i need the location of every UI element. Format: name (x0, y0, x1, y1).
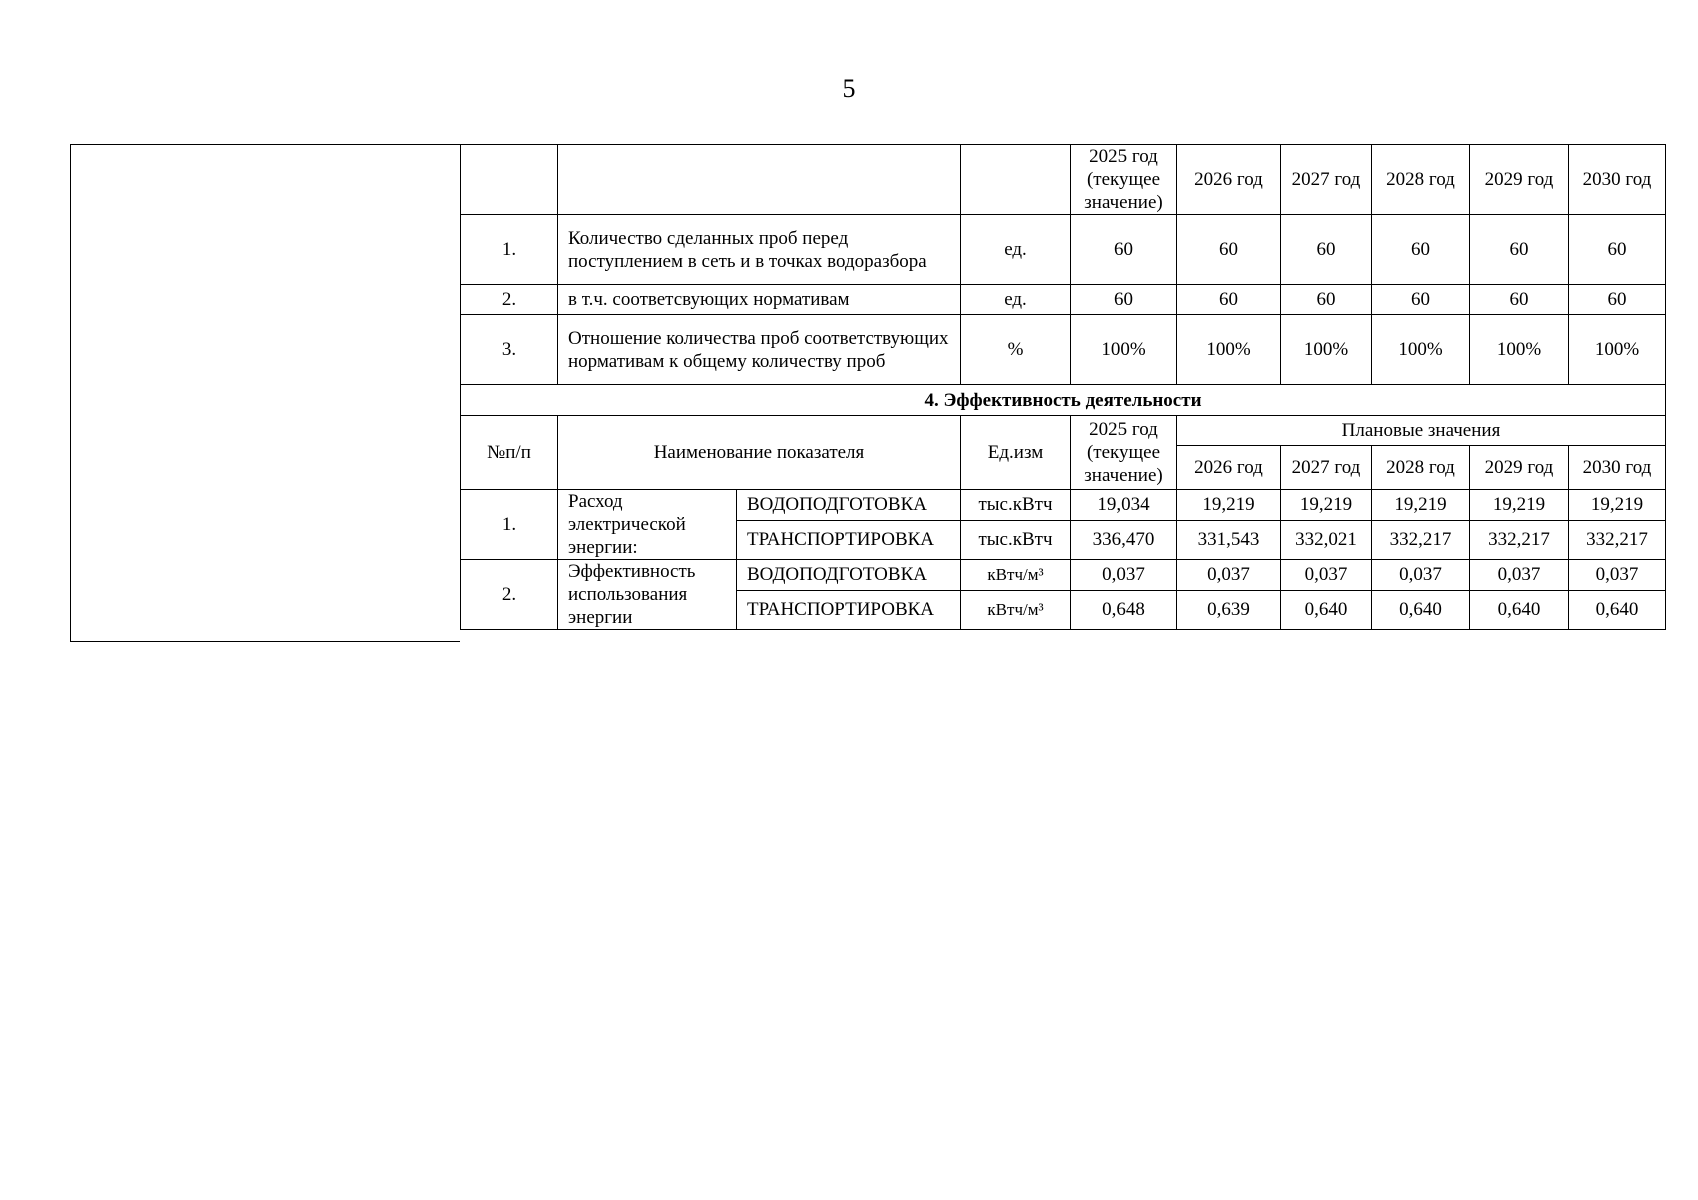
row-unit: кВтч/м³ (961, 590, 1071, 629)
header-2030: 2030 год (1569, 145, 1666, 215)
page-number: 5 (842, 74, 856, 103)
row-unit: кВтч/м³ (961, 560, 1071, 591)
value-cell: 60 (1071, 285, 1177, 315)
row-number: 2. (461, 285, 558, 315)
value-cell: 60 (1177, 215, 1281, 285)
row-name: Количество сделанных проб перед поступлением в сеть и в точках водоразбора (558, 215, 961, 285)
value-cell: 332,021 (1281, 520, 1372, 559)
table-row (461, 490, 1666, 521)
row-name: Эффективность использования энергии (558, 560, 737, 630)
row-number: 2. (461, 560, 558, 630)
row-unit: тыс.кВтч (961, 490, 1071, 521)
value-cell: 60 (1281, 215, 1372, 285)
header-planned-values: Плановые значения (1177, 416, 1666, 446)
value-cell: 0,037 (1470, 560, 1569, 591)
value-cell: 100% (1569, 315, 1666, 385)
value-cell: 100% (1470, 315, 1569, 385)
value-cell: 331,543 (1177, 520, 1281, 559)
header-2027: 2027 год (1281, 446, 1372, 490)
header-num: №п/п (461, 416, 558, 490)
value-cell: 60 (1470, 285, 1569, 315)
value-cell: 19,219 (1281, 490, 1372, 521)
section-title: 4. Эффективность деятельности (461, 385, 1666, 416)
value-cell: 100% (1071, 315, 1177, 385)
value-cell: 19,034 (1071, 490, 1177, 521)
header-2026: 2026 год (1177, 145, 1281, 215)
value-cell: 60 (1071, 215, 1177, 285)
row-number: 1. (461, 490, 558, 560)
value-cell: 332,217 (1372, 520, 1470, 559)
value-cell: 60 (1569, 285, 1666, 315)
value-cell: 60 (1177, 285, 1281, 315)
row-name: Расход электрической энергии: (558, 490, 737, 560)
value-cell: 19,219 (1372, 490, 1470, 521)
header-2030: 2030 год (1569, 446, 1666, 490)
table-row (461, 315, 1666, 385)
top-table-header (461, 145, 1666, 215)
header-2028: 2028 год (1372, 145, 1470, 215)
row-sub-label: ТРАНСПОРТИРОВКА (737, 520, 961, 559)
row-unit: тыс.кВтч (961, 520, 1071, 559)
value-cell: 100% (1177, 315, 1281, 385)
value-cell: 100% (1281, 315, 1372, 385)
value-cell: 0,640 (1569, 590, 1666, 629)
header-2027: 2027 год (1281, 145, 1372, 215)
table-row (461, 285, 1666, 315)
value-cell: 60 (1470, 215, 1569, 285)
row-sub-label: ВОДОПОДГОТОВКА (737, 490, 961, 521)
value-cell: 332,217 (1470, 520, 1569, 559)
row-number: 3. (461, 315, 558, 385)
header-current-year: 2025 год (текущее значение) (1071, 416, 1177, 490)
row-sub-label: ВОДОПОДГОТОВКА (737, 560, 961, 591)
value-cell: 0,037 (1372, 560, 1470, 591)
header-unit: Ед.изм (961, 416, 1071, 490)
header-name: Наименование показателя (558, 416, 961, 490)
header-name-empty (558, 145, 961, 215)
value-cell: 0,640 (1372, 590, 1470, 629)
left-empty-column (70, 144, 460, 642)
value-cell: 19,219 (1569, 490, 1666, 521)
header-unit-empty (961, 145, 1071, 215)
header-2028: 2028 год (1372, 446, 1470, 490)
value-cell: 19,219 (1470, 490, 1569, 521)
row-name: в т.ч. соответсвующих нормативам (558, 285, 961, 315)
table-row (461, 560, 1666, 591)
section-title-row (461, 385, 1666, 416)
value-cell: 0,640 (1281, 590, 1372, 629)
header-num-empty (461, 145, 558, 215)
value-cell: 0,640 (1470, 590, 1569, 629)
value-cell: 0,648 (1071, 590, 1177, 629)
row-unit: ед. (961, 215, 1071, 285)
value-cell: 60 (1372, 215, 1470, 285)
table-row (461, 215, 1666, 285)
value-cell: 60 (1569, 215, 1666, 285)
value-cell: 100% (1372, 315, 1470, 385)
value-cell: 19,219 (1177, 490, 1281, 521)
value-cell: 60 (1372, 285, 1470, 315)
row-unit: % (961, 315, 1071, 385)
value-cell: 332,217 (1569, 520, 1666, 559)
value-cell: 0,037 (1071, 560, 1177, 591)
value-cell: 0,037 (1281, 560, 1372, 591)
indicators-table (460, 144, 1666, 630)
header-2029: 2029 год (1470, 446, 1569, 490)
value-cell: 0,037 (1569, 560, 1666, 591)
header-2026: 2026 год (1177, 446, 1281, 490)
row-name: Отношение количества проб соответствующих нормативам к общему количеству проб (558, 315, 961, 385)
value-cell: 0,037 (1177, 560, 1281, 591)
header-2029: 2029 год (1470, 145, 1569, 215)
row-sub-label: ТРАНСПОРТИРОВКА (737, 590, 961, 629)
section-header-row-1 (461, 416, 1666, 446)
row-number: 1. (461, 215, 558, 285)
value-cell: 60 (1281, 285, 1372, 315)
row-unit: ед. (961, 285, 1071, 315)
value-cell: 0,639 (1177, 590, 1281, 629)
value-cell: 336,470 (1071, 520, 1177, 559)
header-2025: 2025 год (текущее значение) (1071, 145, 1177, 215)
